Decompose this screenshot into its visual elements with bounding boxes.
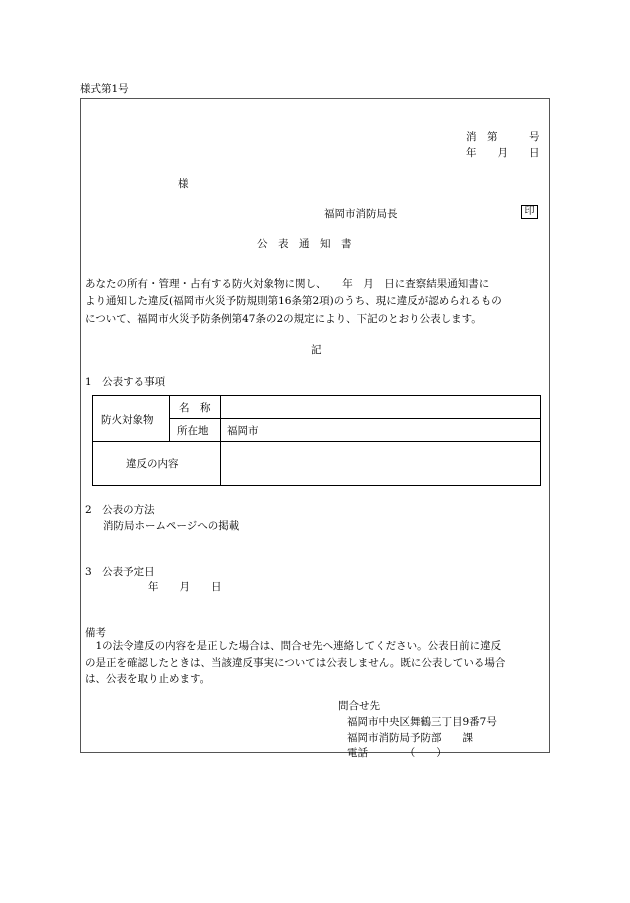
form-number: 様式第1号	[80, 83, 129, 95]
body-line: あなたの所有・管理・占有する防火対象物に関し、 年 月 日に査察結果通知書に	[85, 278, 490, 290]
section1-heading: 1 公表する事項	[85, 376, 166, 388]
location-value: 福岡市	[227, 425, 259, 437]
object-label: 防火対象物	[101, 414, 154, 426]
remarks-line: は、公表を取り止めます。	[85, 673, 211, 685]
contact-phone: 電話 （ ）	[347, 747, 447, 759]
remarks-line: の是正を確認したときは、当該違反事実については公表しません。既に公表している場合	[85, 657, 506, 669]
issuer-name: 福岡市消防局長	[324, 208, 398, 220]
section3-heading: 3 公表予定日	[85, 566, 155, 578]
body-line: より通知した違反(福岡市火災予防規則第16条第2項)のうち、現に違反が認められるもの	[85, 295, 502, 307]
table-divider	[169, 418, 540, 419]
table-divider	[93, 441, 540, 442]
remarks-line: 1の法令違反の内容を是正した場合は、問合せ先へ連絡してください。公表日前に違反	[85, 640, 502, 652]
remarks-heading: 備考	[85, 627, 106, 639]
name-label: 名 称	[179, 402, 211, 414]
document-number: 消 第 号	[466, 131, 540, 143]
section2-heading: 2 公表の方法	[85, 504, 155, 516]
contact-heading: 問合せ先	[338, 700, 380, 712]
document-date: 年 月 日	[466, 147, 540, 159]
violation-label: 違反の内容	[126, 458, 179, 470]
disclosure-table	[92, 395, 541, 486]
contact-address: 福岡市中央区舞鶴三丁目9番7号	[347, 716, 497, 728]
section3-date: 年 月 日	[148, 581, 222, 593]
section2-content: 消防局ホームページへの掲載	[103, 520, 240, 532]
ki-heading: 記	[311, 344, 322, 356]
seal-stamp: 印	[521, 205, 538, 219]
body-line: について、福岡市火災予防条例第47条の2の規定により、下記のとおり公表します。	[85, 313, 482, 325]
addressee-suffix: 様	[178, 178, 189, 190]
contact-department: 福岡市消防局予防部 課	[347, 732, 473, 744]
document-title: 公 表 通 知 書	[257, 238, 352, 250]
location-label: 所在地	[177, 425, 209, 437]
